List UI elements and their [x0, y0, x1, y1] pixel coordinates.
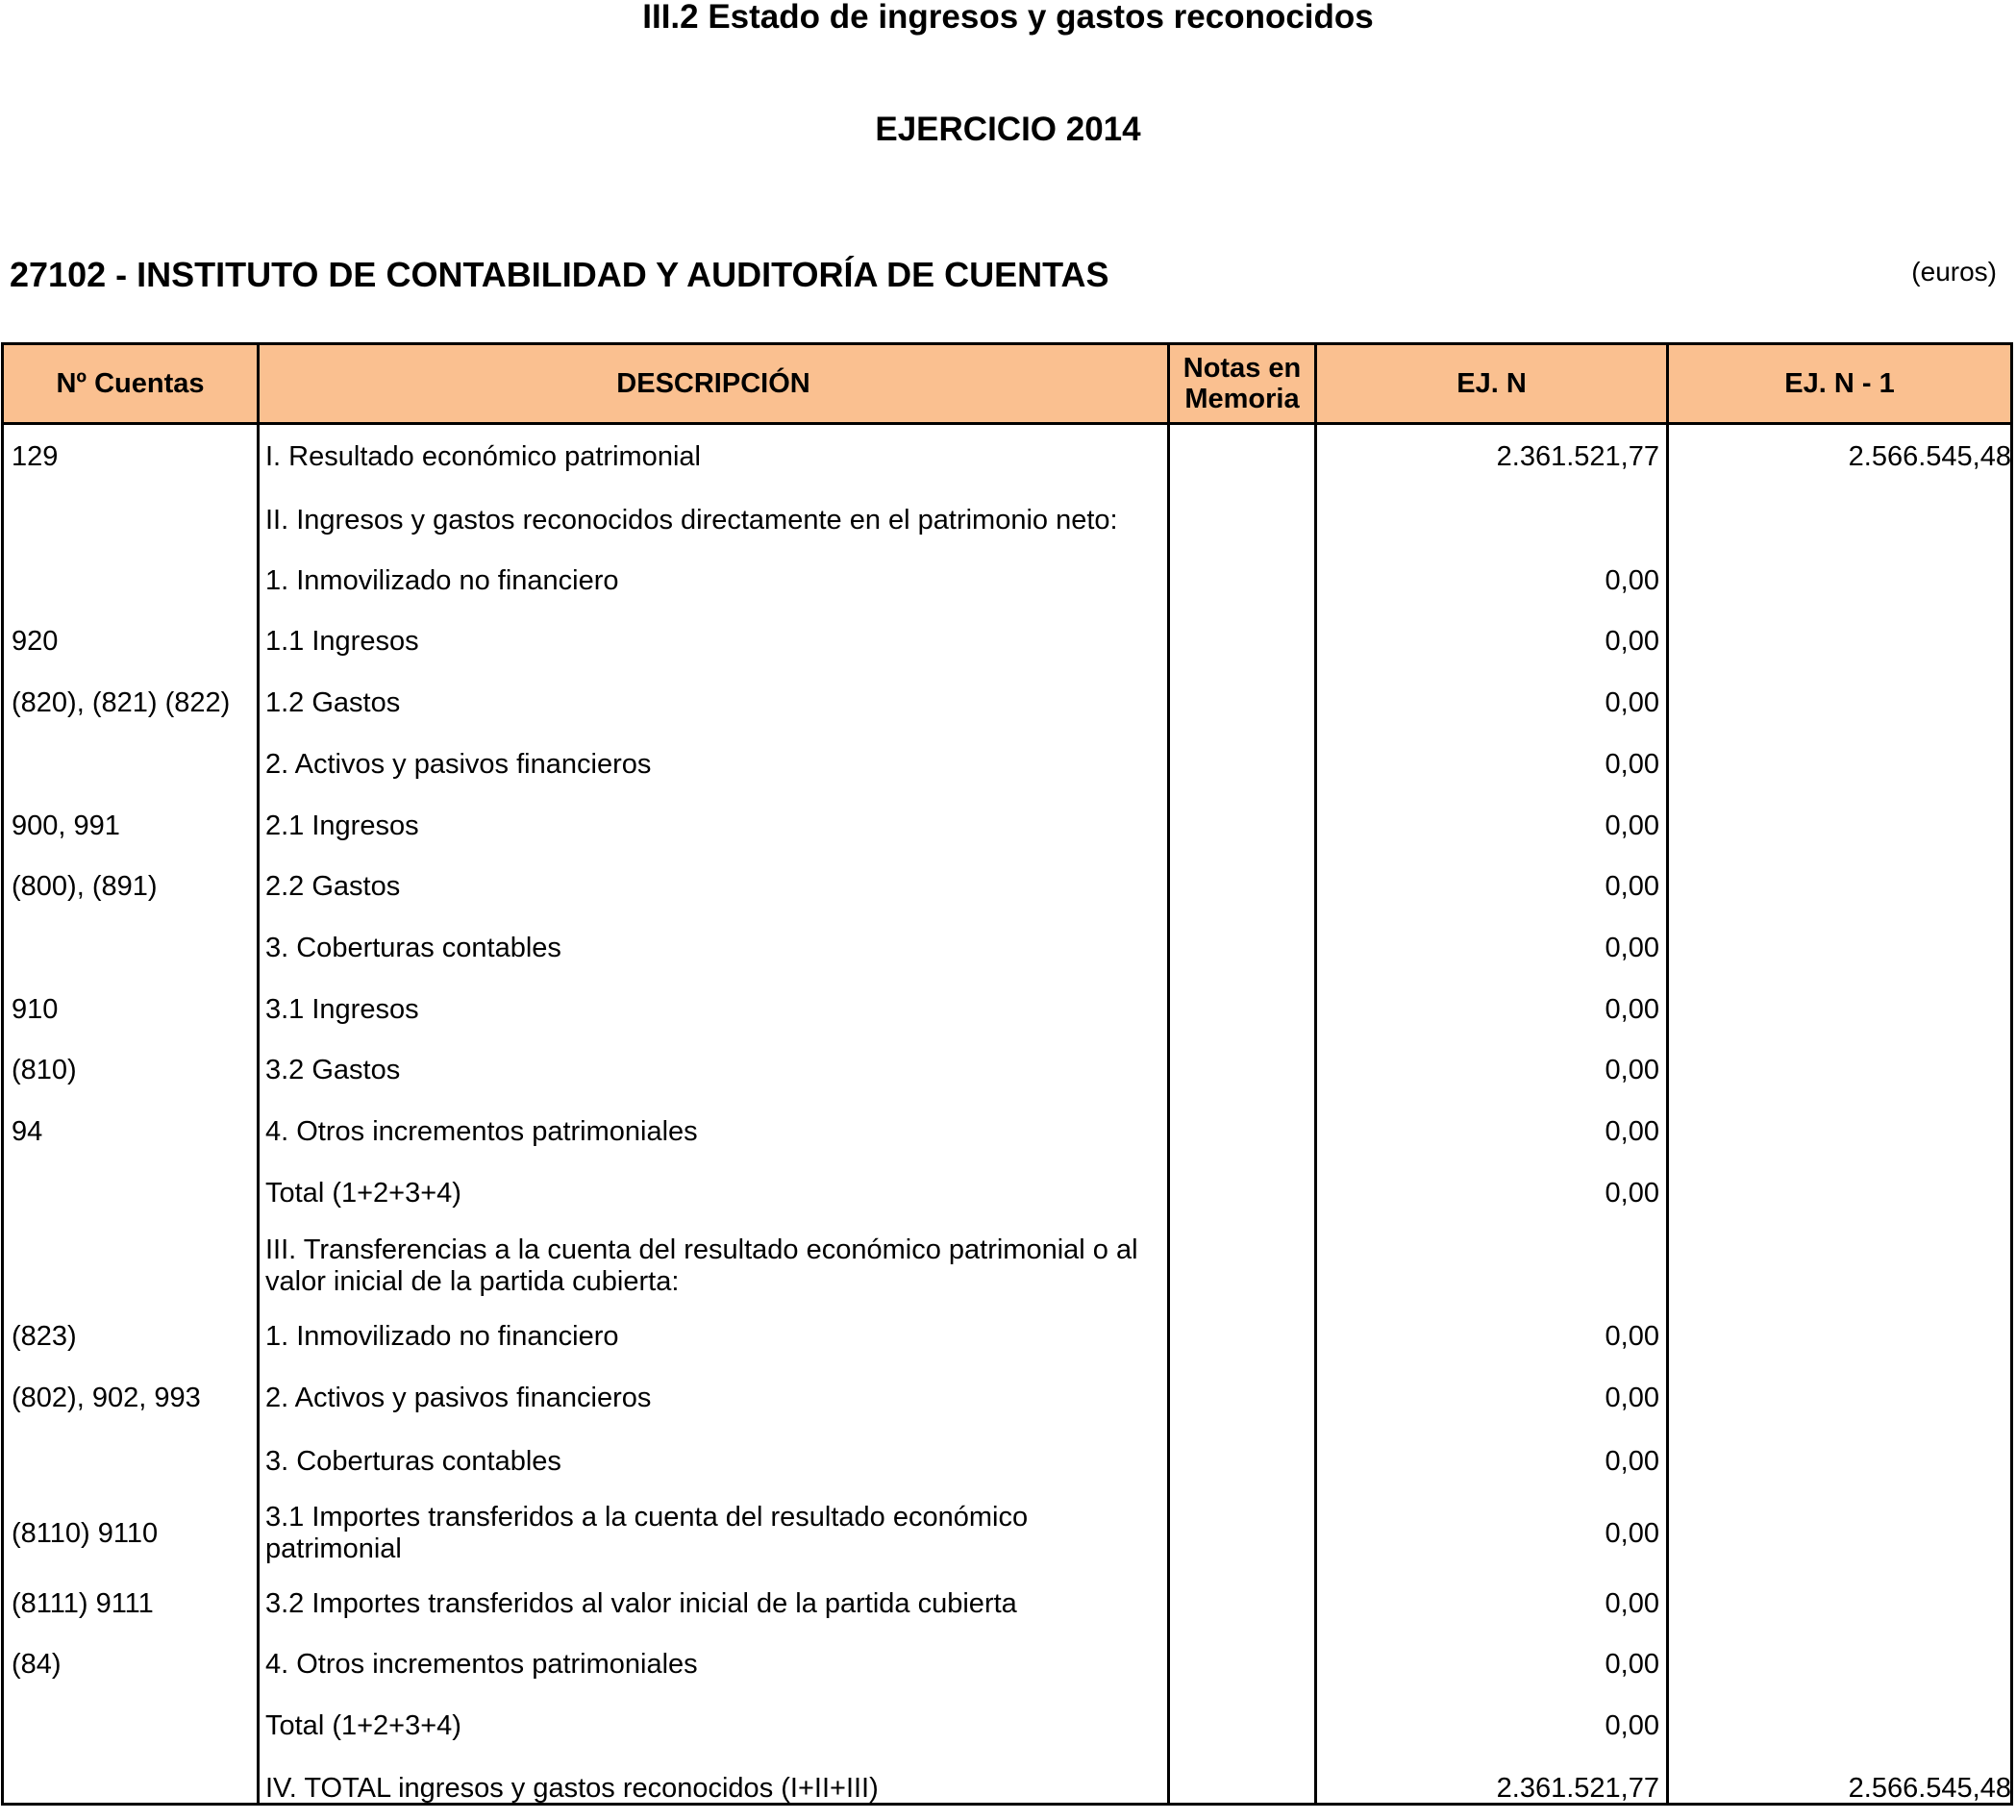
header-year-n1: EJ. N - 1 — [1784, 368, 1895, 399]
table-row — [4, 428, 2010, 486]
table-row — [4, 1574, 2010, 1633]
amount-year-n1-cell — [1670, 1494, 2011, 1573]
amount-year-n1-cell — [1670, 673, 2011, 734]
account-cell: (84) — [12, 1649, 62, 1680]
account-cell — [12, 490, 252, 550]
description-cell: 1. Inmovilizado no financiero — [265, 1321, 619, 1352]
description-cell: 3.2 Importes transferidos al valor inicial de la partida cubierta — [265, 1587, 1017, 1619]
account-cell — [12, 1696, 252, 1757]
table-header — [4, 345, 2010, 425]
amount-year-n-cell: 0,00 — [1605, 1649, 1659, 1680]
amount-year-n-cell: 0,00 — [1605, 749, 1659, 780]
table-row — [4, 1227, 2010, 1306]
amount-year-n1-cell — [1670, 490, 2011, 550]
amount-year-n-cell: 0,00 — [1605, 1055, 1659, 1085]
account-cell: 900, 991 — [12, 810, 120, 841]
table-row — [4, 796, 2010, 856]
amount-year-n1-cell — [1670, 1574, 2011, 1633]
account-cell: (800), (891) — [12, 871, 158, 902]
table-row — [4, 857, 2010, 917]
account-cell: (820), (821) (822) — [12, 687, 231, 718]
description-cell: III. Transferencias a la cuenta del resultado económico patrimonial o al valor inicial de la partida cubierta: — [265, 1234, 1138, 1297]
amount-year-n-cell: 0,00 — [1605, 1116, 1659, 1147]
amount-year-n-cell: 0,00 — [1605, 1383, 1659, 1413]
description-cell: 3.1 Importes transferidos a la cuenta del resultado económico patrimonial — [265, 1502, 1029, 1564]
account-cell: 94 — [12, 1116, 43, 1147]
account-cell: (8111) 9111 — [12, 1587, 154, 1619]
header-accounts: Nº Cuentas — [56, 368, 205, 399]
account-cell — [12, 1163, 252, 1224]
description-cell: 4. Otros incrementos patrimoniales — [265, 1649, 698, 1680]
table-row — [4, 1040, 2010, 1101]
amount-year-n-cell: 0,00 — [1605, 687, 1659, 718]
amount-year-n-cell: 2.361.521,77 — [1496, 1773, 1659, 1804]
amount-year-n1-cell: 2.566.545,48 — [1848, 1773, 2011, 1804]
header-description: DESCRIPCIÓN — [616, 368, 810, 399]
account-cell: (823) — [12, 1321, 77, 1352]
account-cell — [12, 918, 252, 979]
amount-year-n-cell: 0,00 — [1605, 1178, 1659, 1209]
amount-year-n1-cell — [1670, 980, 2011, 1039]
description-cell: 4. Otros incrementos patrimoniales — [265, 1116, 698, 1147]
description-cell: 1.1 Ingresos — [265, 626, 419, 657]
account-cell: (8110) 9110 — [12, 1517, 159, 1549]
table-row — [4, 611, 2010, 672]
amount-year-n1-cell — [1670, 796, 2011, 856]
table-row — [4, 1163, 2010, 1224]
exercise-label: EJERCICIO 2014 — [875, 111, 1141, 148]
description-cell: 1. Inmovilizado no financiero — [265, 564, 619, 596]
amount-year-n-cell: 0,00 — [1605, 1710, 1659, 1741]
description-cell: 3. Coberturas contables — [265, 1445, 561, 1477]
amount-year-n-cell — [1316, 490, 1659, 550]
amount-year-n1-cell — [1670, 1227, 2011, 1306]
amount-year-n-cell — [1316, 1227, 1659, 1306]
amount-year-n-cell: 0,00 — [1605, 1321, 1659, 1352]
amount-year-n1-cell — [1670, 1307, 2011, 1367]
account-cell — [12, 1227, 252, 1306]
description-cell: 2.1 Ingresos — [265, 810, 419, 841]
description-cell: IV. TOTAL ingresos y gastos reconocidos (I+II+III) — [265, 1773, 879, 1804]
amount-year-n1-cell — [1670, 735, 2011, 795]
amount-year-n1-cell — [1670, 1102, 2011, 1162]
description-cell: 3.1 Ingresos — [265, 993, 419, 1025]
amount-year-n1-cell — [1670, 1430, 2011, 1493]
table-row — [4, 1634, 2010, 1695]
amount-year-n-cell: 0,00 — [1605, 933, 1659, 963]
amount-year-n-cell: 0,00 — [1605, 564, 1659, 596]
description-cell: 2. Activos y pasivos financieros — [265, 749, 652, 780]
amount-year-n-cell: 0,00 — [1605, 871, 1659, 902]
table-row — [4, 1368, 2010, 1429]
amount-year-n1-cell — [1670, 918, 2011, 979]
amount-year-n1-cell — [1670, 1163, 2011, 1224]
account-cell — [12, 735, 252, 795]
table-row — [4, 918, 2010, 979]
description-cell: 1.2 Gastos — [265, 687, 401, 718]
amount-year-n1-cell — [1670, 611, 2011, 672]
table-row — [4, 1696, 2010, 1757]
table-row — [4, 1102, 2010, 1162]
account-cell: 910 — [12, 993, 59, 1025]
description-cell: 3. Coberturas contables — [265, 933, 561, 963]
table-row — [4, 490, 2010, 550]
description-cell: Total (1+2+3+4) — [265, 1178, 461, 1209]
table-row — [4, 551, 2010, 611]
account-cell — [12, 1758, 252, 1820]
account-cell: 129 — [12, 440, 59, 472]
amount-year-n-cell: 0,00 — [1605, 993, 1659, 1025]
amount-year-n-cell: 2.361.521,77 — [1496, 440, 1659, 472]
table-row — [4, 980, 2010, 1039]
table-row — [4, 1307, 2010, 1367]
amount-year-n1-cell — [1670, 1368, 2011, 1429]
entity-name: 27102 - INSTITUTO DE CONTABILIDAD Y AUDITORÍA DE CUENTAS — [10, 255, 1109, 294]
header-notes: Notas en Memoria — [1182, 353, 1302, 414]
table-row — [4, 1758, 2010, 1820]
table-row — [4, 673, 2010, 734]
currency-units: (euros) — [1911, 257, 1997, 287]
table-row — [4, 1430, 2010, 1493]
description-cell: 3.2 Gastos — [265, 1055, 401, 1085]
account-cell — [12, 1430, 252, 1493]
report-title: III.2 Estado de ingresos y gastos reconocidos — [642, 0, 1374, 36]
account-cell: (810) — [12, 1055, 77, 1085]
income-expense-table — [1, 342, 2013, 1806]
table-row — [4, 1494, 2010, 1573]
account-cell — [12, 551, 252, 611]
amount-year-n1-cell — [1670, 551, 2011, 611]
amount-year-n1-cell — [1670, 857, 2011, 917]
amount-year-n1-cell — [1670, 1696, 2011, 1757]
amount-year-n-cell: 0,00 — [1605, 1587, 1659, 1619]
description-cell: II. Ingresos y gastos reconocidos directamente en el patrimonio neto: — [265, 504, 1118, 536]
account-cell: 920 — [12, 626, 59, 657]
table-row — [4, 735, 2010, 795]
amount-year-n1-cell — [1670, 1040, 2011, 1101]
description-cell: 2. Activos y pasivos financieros — [265, 1383, 652, 1413]
amount-year-n-cell: 0,00 — [1605, 1445, 1659, 1477]
amount-year-n1-cell: 2.566.545,48 — [1848, 440, 2011, 472]
description-cell: Total (1+2+3+4) — [265, 1710, 461, 1741]
amount-year-n-cell: 0,00 — [1605, 1517, 1659, 1549]
amount-year-n-cell: 0,00 — [1605, 810, 1659, 841]
description-cell: I. Resultado económico patrimonial — [265, 440, 701, 472]
amount-year-n1-cell — [1670, 1634, 2011, 1695]
header-year-n: EJ. N — [1456, 368, 1527, 399]
description-cell: 2.2 Gastos — [265, 871, 401, 902]
amount-year-n-cell: 0,00 — [1605, 626, 1659, 657]
account-cell: (802), 902, 993 — [12, 1383, 201, 1413]
